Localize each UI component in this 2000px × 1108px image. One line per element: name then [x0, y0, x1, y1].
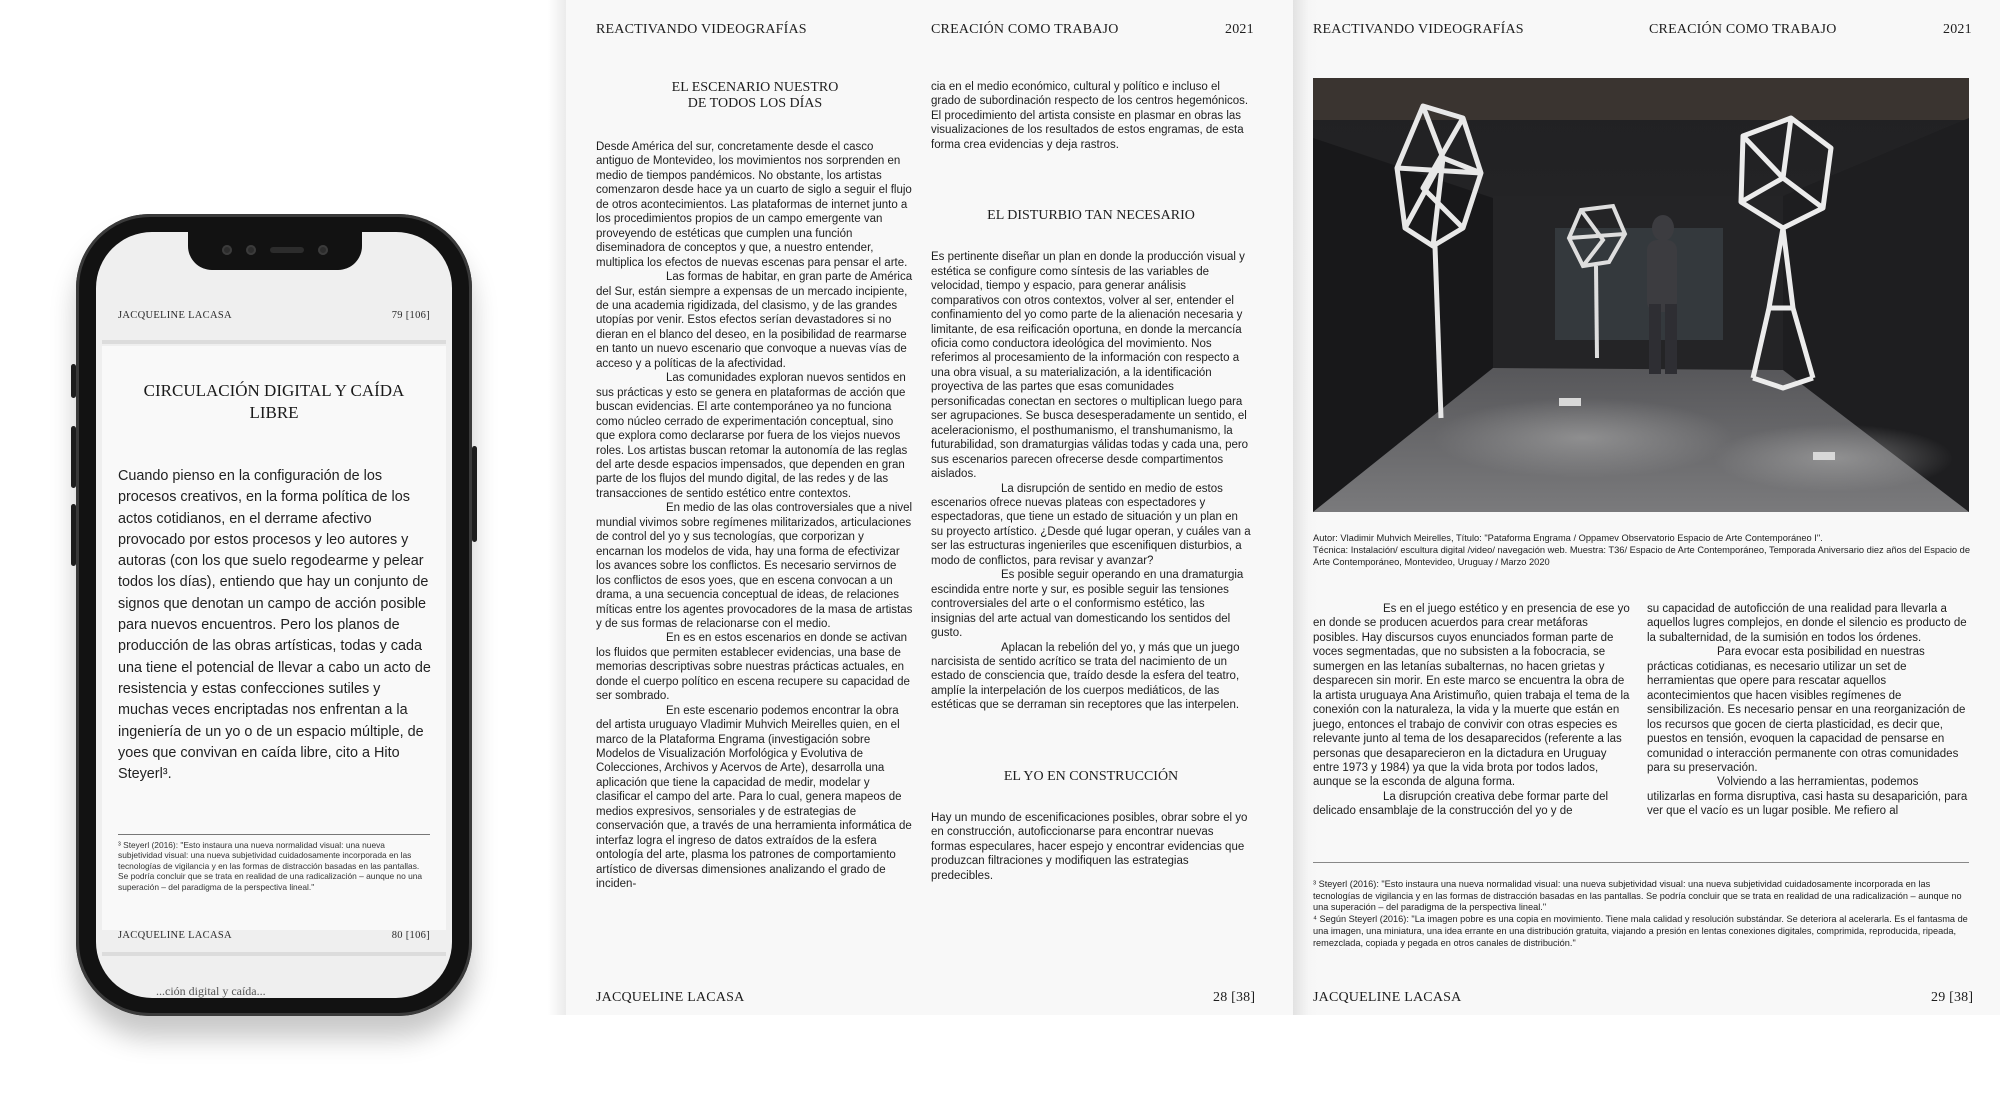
- paragraph: cia en el medio económico, cultural y político e incluso el grado de subordinación respecto de los centros hegemónicos. El procedimiento del artista consiste en plasmar en obras las visualizaciones de los resultados de estos engramas, de esta forma crea evidencias y deja rastros.: [931, 81, 1249, 151]
- right-page-column-2: [1647, 602, 1969, 819]
- phone-footnote: ³ Steyerl (2016): "Esto instaura una nueva normalidad visual: una nueva subjetividad visual: una nueva subjetividad cuidadosamente incorporada en las tecnologías de vigilancia y en las formas de distracción basadas en las pantallas. Se podría concluir que se trata en realidad de una radicalización – aunque no una superación – del paradigma de la perspectiva lineal.": [118, 840, 423, 892]
- phone-notch: [188, 232, 362, 270]
- footnote: ³ Steyerl (2016): "Esto instaura una nueva normalidad visual: una nueva subjetividad visual: una nueva subjetividad cuidadosamente incorporada en las tecnologías de vigilancia y en las formas de distracción basadas en las pantallas. Se podría concluir que se trata en realidad de una radicalización – aunque no una superación – del paradigma de la perspectiva lineal.": [1313, 879, 1962, 913]
- footnote-rule: [1313, 862, 1969, 863]
- phone-page-footer: [118, 930, 430, 941]
- paragraph: La disrupción de sentido en medio de estos escenarios ofrece nuevas plateas con espectadores y espectadoras, que tiene un estado de situación y un plan en su proyecto artístico. ¿Desde qué lugar operan, y cuáles van a ser las estructuras ingenieriles que escenifiquen disturbios, a modo de conflictos, para revisar y avanzar?: [931, 482, 1251, 567]
- left-footer-page-number: 28 [38]: [1213, 990, 1256, 1005]
- phone-mockup: [76, 214, 472, 1016]
- footnote-rule: [118, 834, 430, 835]
- phone-volume-down: [71, 504, 76, 566]
- paragraph: La disrupción creativa debe formar parte del delicado ensamblaje de la construcción del yo y de: [1313, 790, 1609, 818]
- paragraph: Aplacan la rebelión del yo, y más que un juego narcisista de sentido acrítico se trata del nacimiento de un estado de consciencia que, traído desde la esfera del teatro, amplíe la interpelación de los cuerpos mediáticos, de las estéticas que se derraman sin receptores que las interpelen.: [931, 641, 1240, 712]
- installation-image: [1313, 78, 1969, 512]
- phone-mute-switch: [71, 364, 76, 398]
- phone-footer-page-number: 80 [106]: [391, 930, 430, 941]
- paragraph: En medio de las olas controversiales que a nivel mundial vivimos sobre regímenes militarizados, articulaciones de control del yo y sus tecnologías, que corporizan y encarnan los modelos de vida, hay una forma de efectivizar los avances sobre los conflictos. Es necesario servirnos de los conflictos de esos yoes, que en escena convocan a un drama, a una secuencia conceptual de ideas, de relaciones míticas entre los agentes provocadores de la masa de artistas y de sus formas de relacionarse con el medio.: [596, 502, 913, 630]
- phone-header-page-number: 79 [106]: [391, 310, 430, 321]
- camera-icon: [222, 245, 232, 255]
- paragraph: Hay un mundo de escenificaciones posibles, obrar sobre el yo en construcción, autoficcionarse para encontrar nuevas formas especulares, hacer espejo y encontrar evidencias que produzcan filtraciones y modifiquen las estrategias predecibles.: [931, 811, 1248, 882]
- left-running-year: 2021: [1225, 22, 1254, 37]
- spread-edge-shadow: [548, 0, 566, 1015]
- gallery-installation-photo: [1313, 78, 1969, 512]
- right-footer-author: JACQUELINE LACASA: [1313, 990, 1462, 1005]
- phone-footer-author: JACQUELINE LACASA: [118, 930, 232, 941]
- paragraph: Para evocar esta posibilidad en nuestras prácticas cotidianas, es necesario utilizar un set de herramientas que opere para rescatar aquellos acontecimientos que hacen visibles regímenes de sensibilización. Es necesario pensar en una reorganización de los recursos que gocen de cierta plasticidad, es decir que, puestos en tensión, evoquen la capacidad de pensarse en comunidad o interacción permanente con otras comunidades para su preservación.: [1647, 646, 1966, 774]
- caption-line: Técnica: Instalación/ escultura digital /video/ navegación web. Muestra: T36/ Espacio de Arte Contemporáneo, Temporada Aniversario diez años del Espacio de Arte Contemporáneo, Montevideo, Uruguay / Marzo 2020: [1313, 545, 1971, 568]
- sensor-icon: [246, 245, 256, 255]
- right-running-year: 2021: [1943, 22, 1972, 37]
- section-heading: EL DISTURBIO TAN NECESARIO: [987, 208, 1195, 224]
- paragraph: Volviendo a las herramientas, podemos utilizarlas en forma disruptiva, casi hasta su desaparición, para ver que el vacío es un lugar posible. Me refiero al: [1647, 776, 1968, 818]
- right-page-footnotes: [1313, 879, 1969, 949]
- right-running-title: REACTIVANDO VIDEOGRAFÍAS: [1313, 22, 1524, 37]
- left-page-column-2: [931, 80, 1251, 883]
- paragraph: Las comunidades exploran nuevos sentidos en sus prácticas y esto se genera en plataformas de acción que buscan evidencias. El arte contemporáneo ya no funciona como núcleo cerrado de experimentación conceptual, sino que explora como declararse por fuera de los viejos nuevos roles. Los artistas buscan retomar la autonomía de las reglas del arte desde espacios impensados, que dependen en gran parte de los flujos del mundo digital, de las redes y de las transacciones de sentido estético entre contextos.: [596, 372, 908, 500]
- section-heading: EL YO EN CONSTRUCCIÓN: [1003, 768, 1179, 784]
- phone-page-header: [118, 310, 430, 321]
- paragraph: Es en el juego estético y en presencia de ese yo en donde se producen acuerdos para crear metáforas posibles. Hay discursos cuyos enunciados forman parte de voces segmentadas, que no subsisten a la fobocracia, se sumergen en las letanías subalternas, no hacen grietas y desparecen sin morir. En este marco se encuentra la obra de la artista uruguaya Ana Aristimuño, quien trabaja el tema de la conexión con la naturaleza, la vida y la muerte que están en juego, entonces el trabajo de convivir con otras especies es relevante junto al tema de los desaparecidos (referente a las personas que desaparecieron en la dictadura en Uruguay entre 1973 y 1984) ya que la vida brota por todos lados, aunque se la esconda de alguna forma.: [1313, 603, 1630, 789]
- right-running-section: CREACIÓN COMO TRABAJO: [1649, 22, 1837, 37]
- page-divider: [102, 952, 446, 956]
- phone-power-button: [472, 446, 477, 542]
- section-heading: EL ESCENARIO NUESTRO DE TODOS LOS DÍAS: [671, 80, 839, 111]
- phone-screen[interactable]: [96, 232, 452, 998]
- photo-caption: [1313, 532, 1973, 569]
- left-running-title: REACTIVANDO VIDEOGRAFÍAS: [596, 22, 807, 37]
- page-divider: [102, 340, 446, 344]
- left-running-section: CREACIÓN COMO TRABAJO: [931, 22, 1119, 37]
- paragraph: Desde América del sur, concretamente desde el casco antiguo de Montevideo, los movimientos nos sorprenden en medio de tiempos pandémicos. No obstante, los artistas comenzaron desde hace ya un cuarto de siglo a seguir el flujo de otros acontecimientos. Las plataformas de internet junto a los procedimientos propios de un campo emergente van proveyendo de estéticas que cumplen una función diseminadora de conceptos y que, a nuestro entender, multiplica los efectos de nuevas escenas para pensar el arte.: [596, 141, 912, 269]
- paragraph: su capacidad de autoficción de una realidad para llevarla a aquellos lugres complejos, en donde el silencio es producto de la subalternidad, de la sumisión en todos los órdenes.: [1647, 603, 1967, 644]
- phone-body-text: Cuando pienso en la configuración de los procesos creativos, en la forma política de los actos cotidianos, en el derrame afectivo provocado por estos procesos y leo autores y autoras (con los que suelo regodearme y pelear todos los días), entiendo que hay un conjunto de signos que denotan un campo de acción posible para nuevos encuentros. Pero los planos de producción de las obras artísticas, todas y cada una tiene el potencial de llevar a cabo un acto de resistencia y estas confecciones sutiles y muchas veces encriptadas nos enfrentan a la ingeniería de un yo o de un espacio múltiple, de yoes que convivan en caída libre, cito a Hito Steyerl³.: [118, 468, 431, 783]
- paragraph: Las formas de habitar, en gran parte de América del Sur, están siempre a expensas de un mercado incipiente, de una academia rigidizada, del clasismo, y de las grandes utopías por venir. Estos efectos serían devastadores si no dieran en el blanco del deseo, en la posibilidad de rearmarse en tanto un nuevo escenario que convoque a nuevas vías de acceso y a políticas de la afectividad.: [596, 271, 913, 370]
- right-footer-page-number: 29 [38]: [1931, 990, 1974, 1005]
- right-page-column-1: [1313, 602, 1631, 819]
- phone-volume-up: [71, 426, 76, 488]
- speaker-grille: [270, 247, 304, 253]
- paragraph: Es pertinente diseñar un plan en donde la producción visual y estética se configure como síntesis de las variables de velocidad, tiempo y espacio, para generar análisis comparativos con otros contextos, volver al ser, entender el confinamiento del yo como parte de la alienación necesaria y limitante, de esa reificación oportuna, en donde la mercancía oficia como conductora ideológica del movimiento. Nos referimos al procesamiento de la información con respecto a una obra visual, a su materialización, a la identificación proyectiva de las partes que esas comunidades personificadas conectan en sectores o multiplican luego para ser agrupaciones. Se busca desesperadamente un sentido, el aceleracionismo, el posthumanismo, el transhumanismo, la futurabilidad, son dramaturgias válidas todas y cada una, pero sus escenarios parecen ofrecerse desde compartimentos aislados.: [931, 251, 1249, 481]
- left-page-column-1: [596, 80, 914, 892]
- front-camera-icon: [318, 245, 328, 255]
- left-footer-author: JACQUELINE LACASA: [596, 990, 745, 1005]
- phone-header-author: JACQUELINE LACASA: [118, 310, 232, 321]
- caption-line: Autor: Vladimir Muhvich Meirelles, Título: "Pataforma Engrama / Oppamev Observatorio Espacio de Arte Contemporáneo I".: [1313, 533, 1823, 543]
- next-page-peek-text: ...ción digital y caída...: [156, 984, 266, 998]
- phone-chapter-title: CIRCULACIÓN DIGITAL Y CAÍDA LIBRE: [143, 381, 405, 422]
- paragraph: En este escenario podemos encontrar la obra del artista uruguayo Vladimir Muhvich Meirelles quien, en el marco de la Plataforma Engrama (investigación sobre Modelos de Visualización Morfológica y Evolutiva de Colecciones, Archivos y Acervos de Arte), desarrolla una aplicación que tiene la capacidad de medir, modelar y clasificar el campo del arte. Para lo cual, genera mapeos de medios expresivos, sensoriales y de estrategias de conservación que, a través de una herramienta informática de interfaz logra el ingreso de datos extraídos de la esfera ontología del arte, plasma los patrones de comportamiento artístico de diversas dimensiones analizando el grado de inciden-: [596, 704, 912, 891]
- paragraph: En es en estos escenarios en donde se activan los fluidos que permiten establecer evidencias, una base de memorias descriptivas sobre nuestras prácticas actuales, en donde el cuerpo político en escena recupere su capacidad de ser sombrado.: [596, 632, 910, 703]
- paragraph: Es posible seguir operando en una dramaturgia escindida entre norte y sur, es posible seguir las tensiones controversiales del arte o el conformismo estético, las insignias del arte actual van domesticando los sentidos del gusto.: [931, 569, 1244, 640]
- footnote: ⁴ Según Steyerl (2016): "La imagen pobre es una copia en movimiento. Tiene mala calidad y resolución substándar. Se deteriora al acelerarla. Es el fantasma de una imagen, una miniatura, una idea errante en una distribución gratuita, viajando a presión en lentas conexiones digitales, comprimida, reproducida, ripeada, remezclada, copiada y pegada en otros canales de distribución.": [1313, 914, 1968, 948]
